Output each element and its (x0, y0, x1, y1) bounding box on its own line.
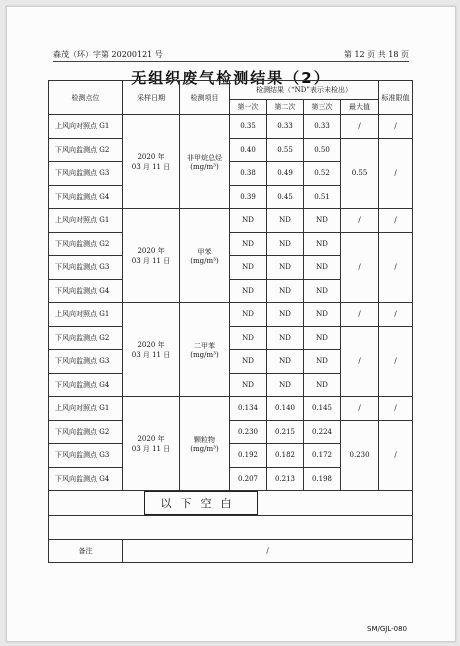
date-year: 2020 年 (137, 340, 165, 349)
item-unit: (mg/m³) (190, 256, 219, 265)
value-first: ND (230, 326, 267, 350)
date-year: 2020 年 (137, 246, 165, 255)
table-row (49, 397, 413, 421)
item-name: 非甲烷总烃 (187, 153, 222, 162)
item-unit: (mg/m³) (190, 350, 219, 359)
value-third: 0.172 (304, 444, 341, 468)
point-cell: 上风向对照点 G1 (49, 303, 123, 327)
table-row (49, 232, 413, 256)
value-second: ND (267, 256, 304, 280)
item-unit: (mg/m³) (190, 444, 219, 453)
value-second: ND (267, 232, 304, 256)
point-cell: 下风向监测点 G3 (49, 444, 123, 468)
point-cell: 下风向监测点 G2 (49, 138, 123, 162)
point-cell: 下风向监测点 G3 (49, 256, 123, 280)
empty-row (49, 516, 413, 540)
value-third: ND (304, 350, 341, 374)
blank-row (49, 491, 413, 516)
date-day: 03 月 11 日 (131, 256, 171, 265)
standard-cell: / (379, 138, 413, 209)
standard-cell: / (379, 209, 413, 233)
table-row (49, 138, 413, 162)
value-first: ND (230, 350, 267, 374)
date-cell (123, 209, 180, 303)
value-third: 0.52 (304, 162, 341, 186)
value-second: ND (267, 350, 304, 374)
header-max: 最大值 (341, 100, 379, 115)
blank-below-stamp: 以下空白 (144, 491, 258, 515)
value-first: ND (230, 256, 267, 280)
note-label: 备注 (49, 539, 123, 563)
value-second: 0.55 (267, 138, 304, 162)
value-third: 0.224 (304, 420, 341, 444)
table-row (49, 420, 413, 444)
value-second: 0.33 (267, 115, 304, 139)
point-cell: 上风向对照点 G1 (49, 115, 123, 139)
date-day: 03 月 11 日 (131, 350, 171, 359)
standard-cell: / (379, 303, 413, 327)
note-value: / (123, 539, 413, 563)
date-day: 03 月 11 日 (131, 444, 171, 453)
value-third: ND (304, 373, 341, 397)
item-cell (180, 115, 230, 209)
point-cell: 下风向监测点 G4 (49, 279, 123, 303)
item-cell (180, 303, 230, 397)
value-third: 0.50 (304, 138, 341, 162)
standard-cell: / (379, 397, 413, 421)
item-unit: (mg/m³) (190, 162, 219, 171)
value-second: ND (267, 303, 304, 327)
point-cell: 下风向监测点 G4 (49, 185, 123, 209)
value-third: ND (304, 209, 341, 233)
header-third: 第三次 (304, 100, 341, 115)
results-table (48, 80, 413, 563)
value-first: 0.35 (230, 115, 267, 139)
point-cell: 下风向监测点 G2 (49, 420, 123, 444)
point-cell: 下风向监测点 G2 (49, 232, 123, 256)
table-row (49, 209, 413, 233)
table-row (49, 115, 413, 139)
header-first: 第一次 (230, 100, 267, 115)
value-first: 0.38 (230, 162, 267, 186)
table-row (49, 303, 413, 327)
standard-cell: / (379, 115, 413, 139)
value-second: 0.215 (267, 420, 304, 444)
date-cell (123, 397, 180, 491)
item-name: 颗粒物 (194, 435, 215, 444)
value-third: ND (304, 256, 341, 280)
value-first: 0.40 (230, 138, 267, 162)
value-second: 0.182 (267, 444, 304, 468)
value-third: ND (304, 232, 341, 256)
point-cell: 下风向监测点 G2 (49, 326, 123, 350)
note-row (49, 539, 413, 563)
value-first: ND (230, 279, 267, 303)
item-name: 甲苯 (197, 247, 212, 256)
value-second: 0.45 (267, 185, 304, 209)
value-second: 0.49 (267, 162, 304, 186)
date-year: 2020 年 (137, 152, 165, 161)
form-code: SM/GJL-080 (367, 625, 407, 633)
value-third: ND (304, 279, 341, 303)
point-cell: 下风向监测点 G4 (49, 373, 123, 397)
value-third: ND (304, 326, 341, 350)
point-cell: 下风向监测点 G3 (49, 162, 123, 186)
point-cell: 下风向监测点 G3 (49, 350, 123, 374)
header-results: 检测结果（“ND”表示未检出） (230, 81, 379, 100)
header-date: 采样日期 (123, 81, 180, 115)
blank-cell (49, 491, 413, 516)
value-first: 0.134 (230, 397, 267, 421)
value-first: 0.39 (230, 185, 267, 209)
item-cell (180, 397, 230, 491)
value-first: 0.207 (230, 467, 267, 491)
date-year: 2020 年 (137, 434, 165, 443)
value-first: ND (230, 373, 267, 397)
empty-cell (49, 516, 413, 540)
value-third: 0.33 (304, 115, 341, 139)
point-cell: 下风向监测点 G4 (49, 467, 123, 491)
point-cell: 上风向对照点 G1 (49, 397, 123, 421)
page-counter: 第 12 页 共 18 页 (343, 50, 409, 59)
value-third: 0.145 (304, 397, 341, 421)
max-cell: / (341, 303, 379, 327)
standard-cell: / (379, 420, 413, 491)
max-cell: / (341, 115, 379, 139)
max-cell: / (341, 209, 379, 233)
standard-cell: / (379, 326, 413, 397)
max-cell: 0.55 (341, 138, 379, 209)
date-day: 03 月 11 日 (131, 162, 171, 171)
max-cell: 0.230 (341, 420, 379, 491)
date-cell (123, 115, 180, 209)
header-item: 检测项目 (180, 81, 230, 115)
value-second: 0.140 (267, 397, 304, 421)
value-third: 0.198 (304, 467, 341, 491)
point-cell: 上风向对照点 G1 (49, 209, 123, 233)
date-cell (123, 303, 180, 397)
page-title: 无组织废气检测结果（2） (131, 69, 331, 87)
item-cell (180, 209, 230, 303)
table-row (49, 326, 413, 350)
value-second: 0.213 (267, 467, 304, 491)
value-second: ND (267, 373, 304, 397)
value-first: ND (230, 209, 267, 233)
header-point: 检测点位 (49, 81, 123, 115)
value-second: ND (267, 279, 304, 303)
value-first: ND (230, 303, 267, 327)
max-cell: / (341, 232, 379, 303)
item-name: 二甲苯 (194, 341, 215, 350)
value-third: 0.51 (304, 185, 341, 209)
max-cell: / (341, 397, 379, 421)
max-cell: / (341, 326, 379, 397)
report-number: 森茂（环）字第 20200121 号 (53, 50, 163, 59)
value-second: ND (267, 209, 304, 233)
header-standard: 标准限值 (379, 81, 413, 115)
header-second: 第二次 (267, 100, 304, 115)
value-first: 0.230 (230, 420, 267, 444)
header-rule (53, 61, 409, 62)
value-second: ND (267, 326, 304, 350)
standard-cell: / (379, 232, 413, 303)
value-first: ND (230, 232, 267, 256)
value-third: ND (304, 303, 341, 327)
value-first: 0.192 (230, 444, 267, 468)
